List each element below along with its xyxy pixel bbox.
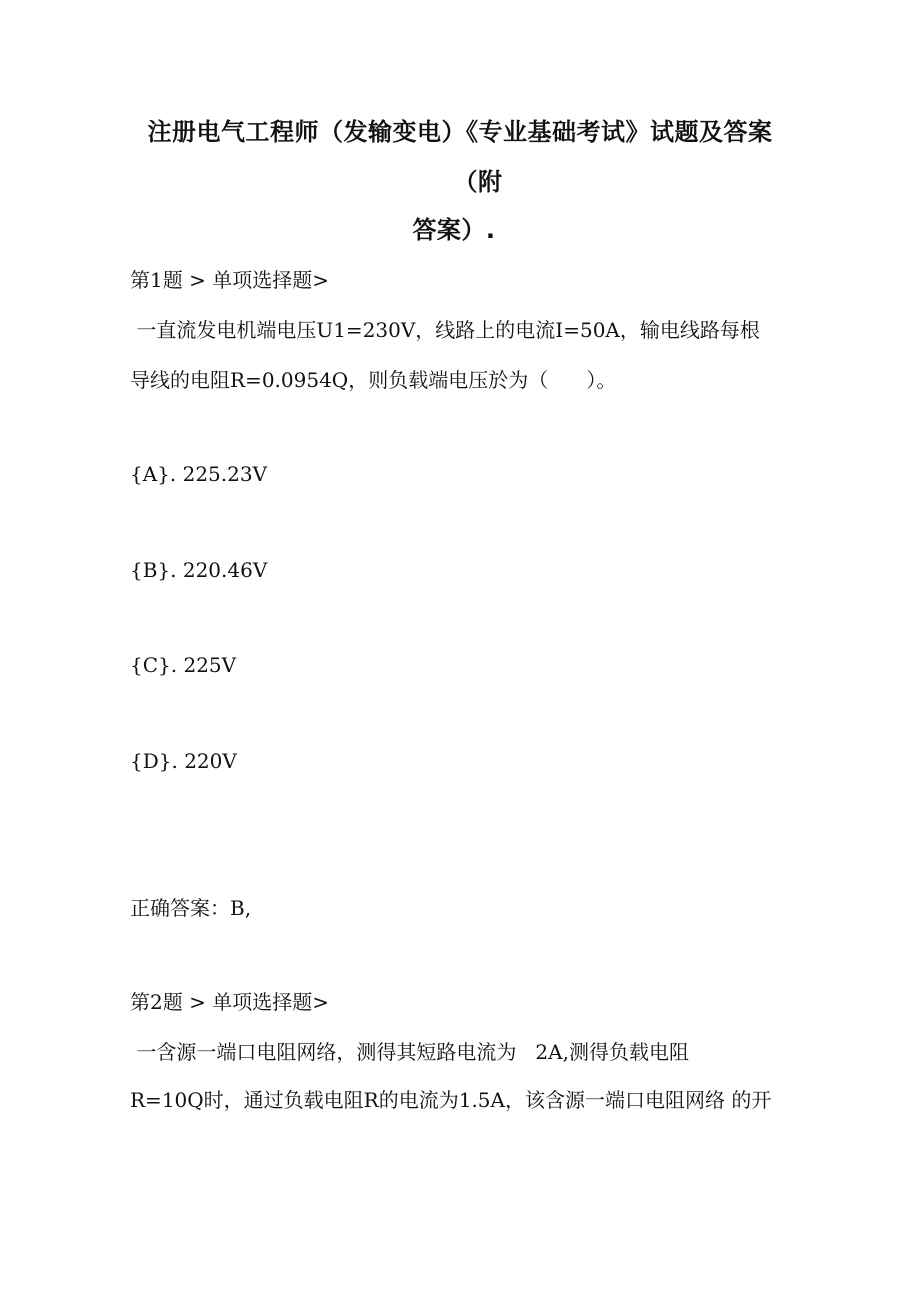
question-2-text-line-1: 一含源一端口电阻网络，测得其短路电流为 2A,测得负载电阻 xyxy=(130,1040,689,1064)
question-1-answer: 正确答案：B, xyxy=(130,896,252,920)
document-title-line-1: 注册电气工程师（发输变电）《专业基础考试》试题及答案 xyxy=(147,118,773,146)
question-1-text-line-1: 一直流发电机端电压U1=230V，线路上的电流I=50A，输电线路每根 xyxy=(130,318,760,342)
question-1-option-c: {C}. 225V xyxy=(130,653,237,677)
question-2-text-line-2: R=10Q时，通过负载电阻R的电流为1.5A，该含源一端口电阻网络 的开 xyxy=(130,1088,772,1112)
question-1-text-line-2: 导线的电阻R=0.0954Q，则负载端电压於为（ ）。 xyxy=(130,368,617,392)
question-1-header: 第1题 > 单项选择题> xyxy=(130,268,329,292)
question-1-option-d: {D}. 220V xyxy=(130,749,237,773)
question-1-option-a: {A}. 225.23V xyxy=(130,462,268,486)
document-title-line-3: 答案）. xyxy=(412,216,496,244)
question-1-option-b: {B}. 220.46V xyxy=(130,558,268,582)
question-2-header: 第2题 > 单项选择题> xyxy=(130,990,329,1014)
document-title-line-2: （附 xyxy=(453,168,503,196)
